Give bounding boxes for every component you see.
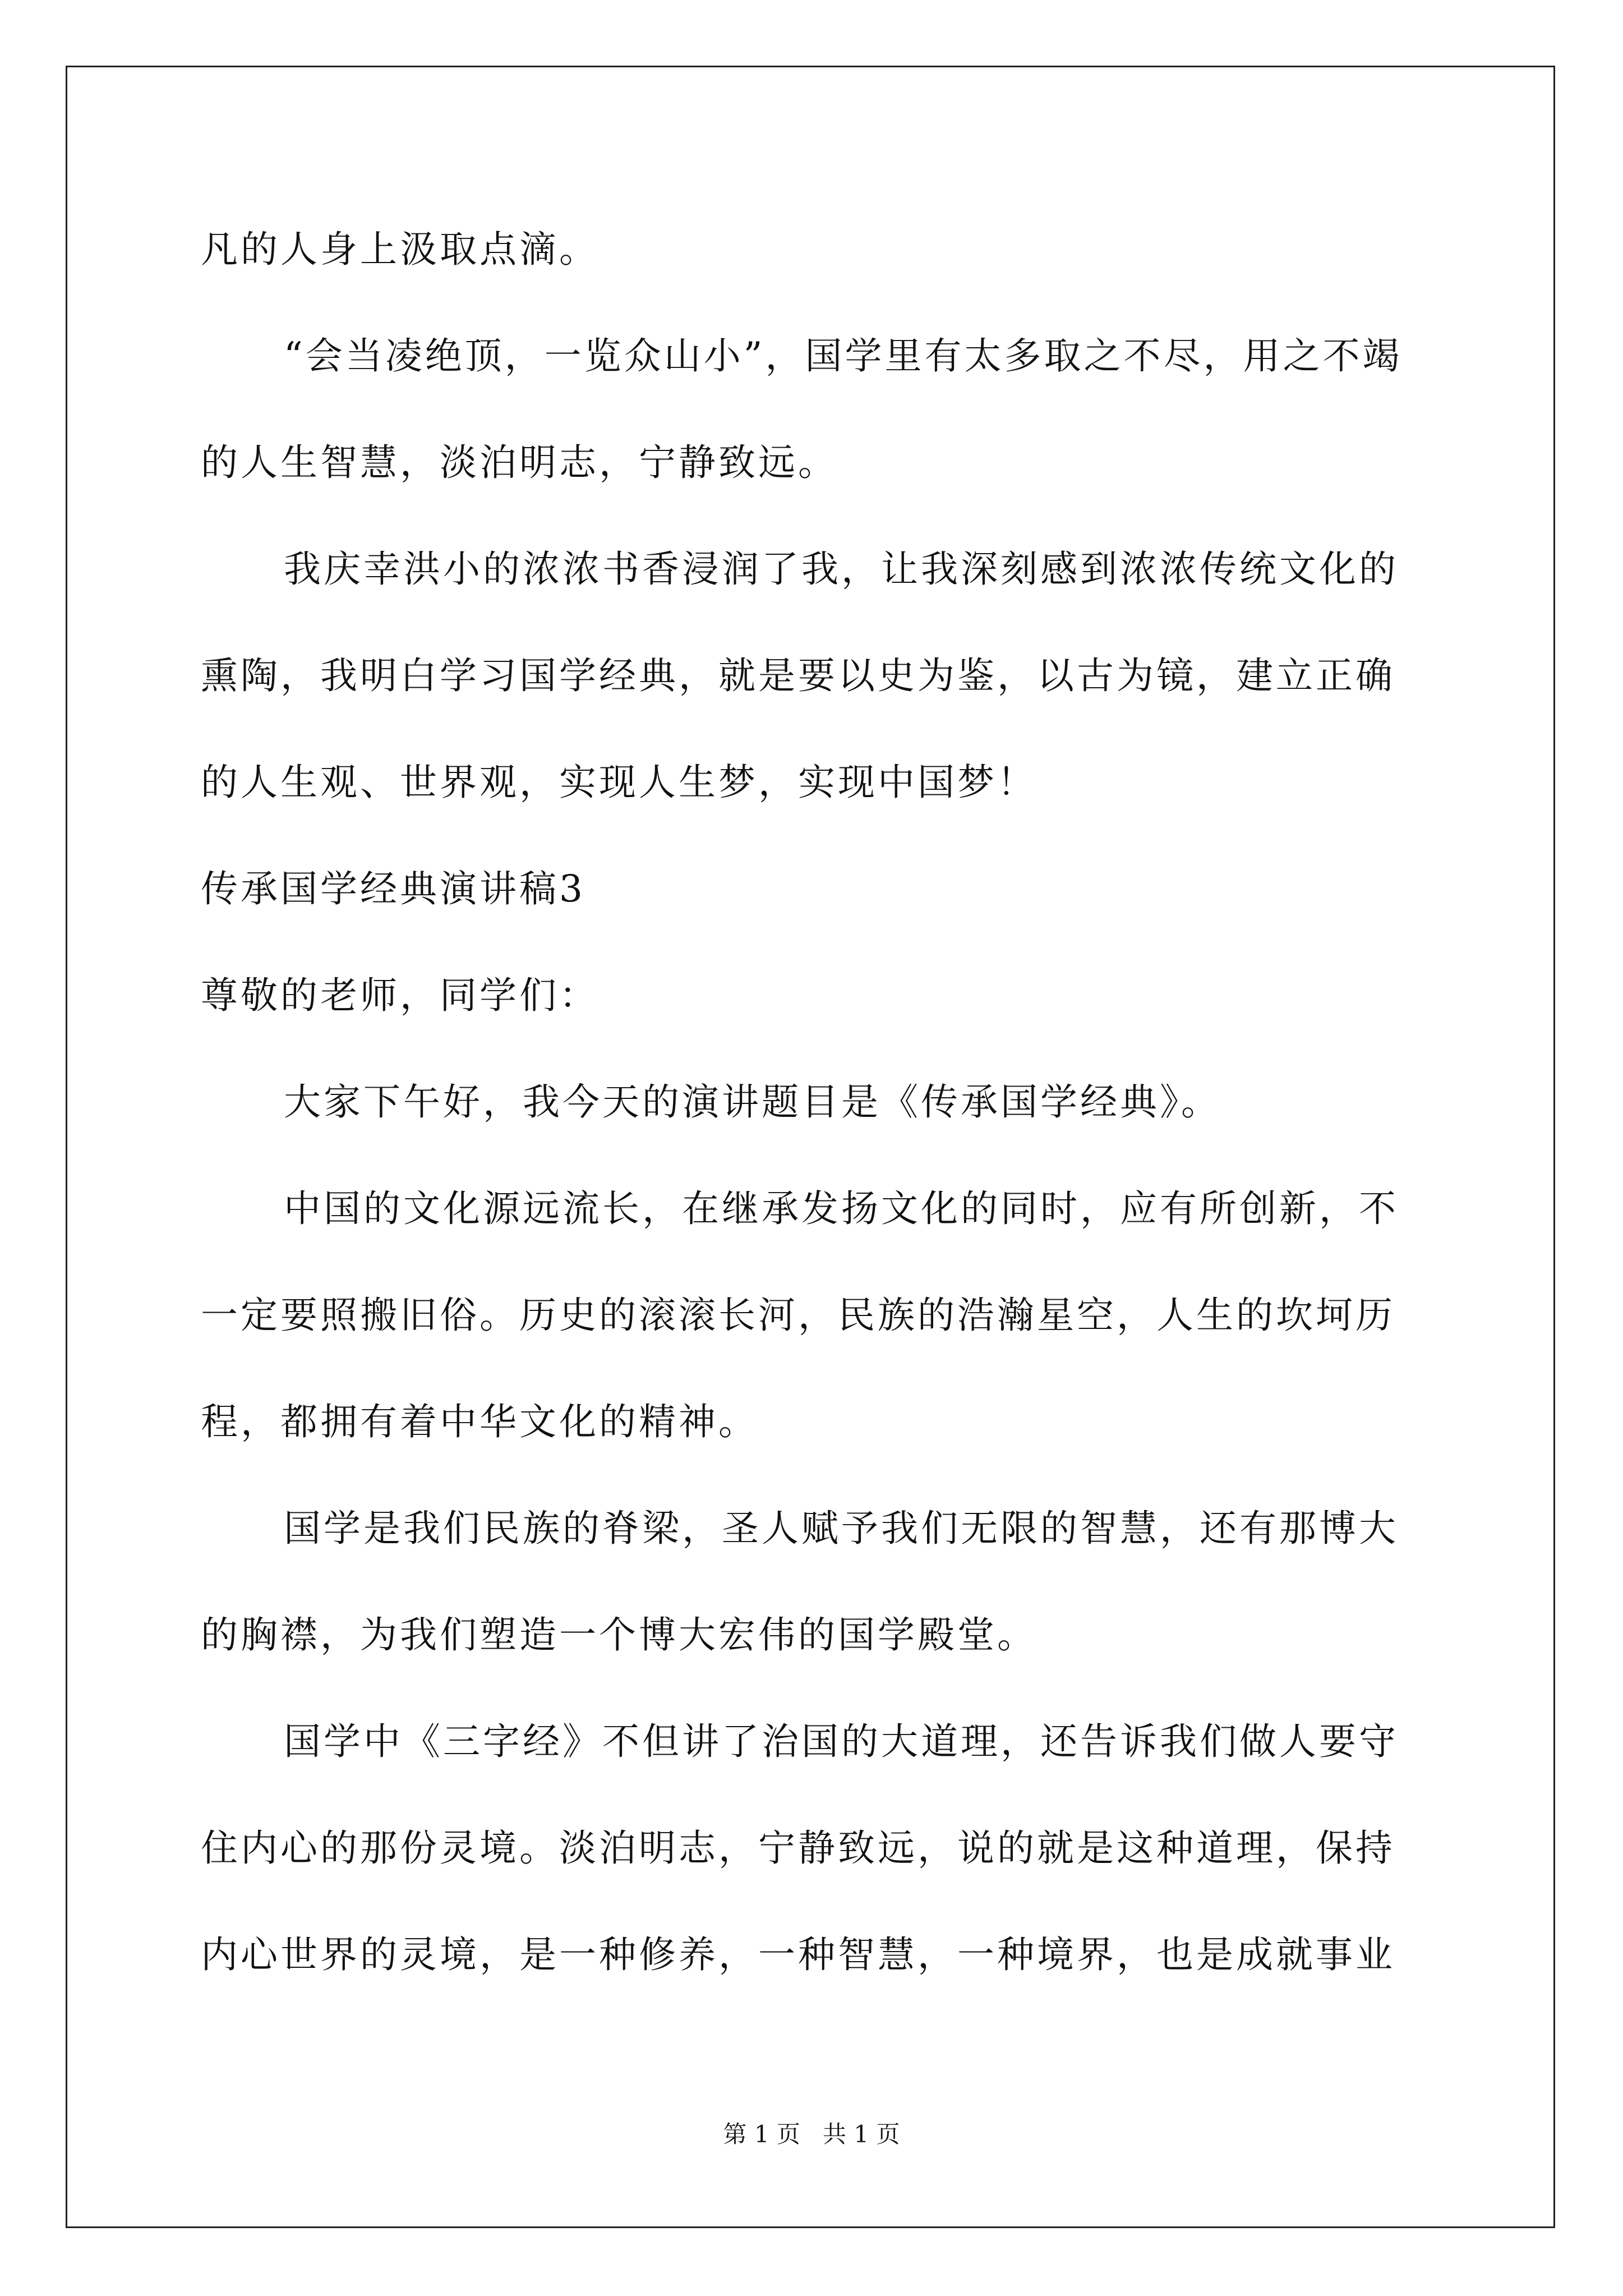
text-line: 凡的人身上汲取点滴。 xyxy=(201,228,599,271)
text-line: 的胸襟，为我们塑造一个博大宏伟的国学殿堂。 xyxy=(201,1613,1037,1657)
text-line: 国学中《三字经》不但讲了治国的大道理，还告诉我们做人要守 xyxy=(284,1720,1399,1763)
text-line: 中国的文化源远流长，在继承发扬文化的同时，应有所创新，不 xyxy=(284,1187,1399,1230)
page-border xyxy=(66,66,1555,2228)
text-line: “会当凌绝顶，一览众山小”，国学里有太多取之不尽，用之不竭 xyxy=(284,334,1403,378)
page-number-footer: 第 1 页 共 1 页 xyxy=(723,2120,900,2148)
text-line: 内心世界的灵境，是一种修养，一种智慧，一种境界，也是成就事业 xyxy=(201,1933,1395,1976)
text-line: 国学是我们民族的脊梁，圣人赋予我们无限的智慧，还有那博大 xyxy=(284,1507,1399,1550)
text-line: 大家下午好，我今天的演讲题目是《传承国学经典》。 xyxy=(284,1080,1221,1124)
text-line: 熏陶，我明白学习国学经典，就是要以史为鉴，以古为镜，建立正确 xyxy=(201,654,1395,697)
salutation: 尊敬的老师，同学们： xyxy=(201,974,599,1017)
text-line: 程，都拥有着中华文化的精神。 xyxy=(201,1400,758,1443)
text-line: 的人生观、世界观，实现人生梦，实现中国梦！ xyxy=(201,761,1037,804)
text-line: 我庆幸洪小的浓浓书香浸润了我，让我深刻感到浓浓传统文化的 xyxy=(284,547,1399,591)
text-line: 的人生智慧，淡泊明志，宁静致远。 xyxy=(201,441,838,484)
text-line: 住内心的那份灵境。淡泊明志，宁静致远，说的就是这种道理，保持 xyxy=(201,1826,1395,1870)
section-heading: 传承国学经典演讲稿3 xyxy=(201,867,585,910)
text-line: 一定要照搬旧俗。历史的滚滚长河，民族的浩瀚星空，人生的坎坷历 xyxy=(201,1294,1395,1337)
